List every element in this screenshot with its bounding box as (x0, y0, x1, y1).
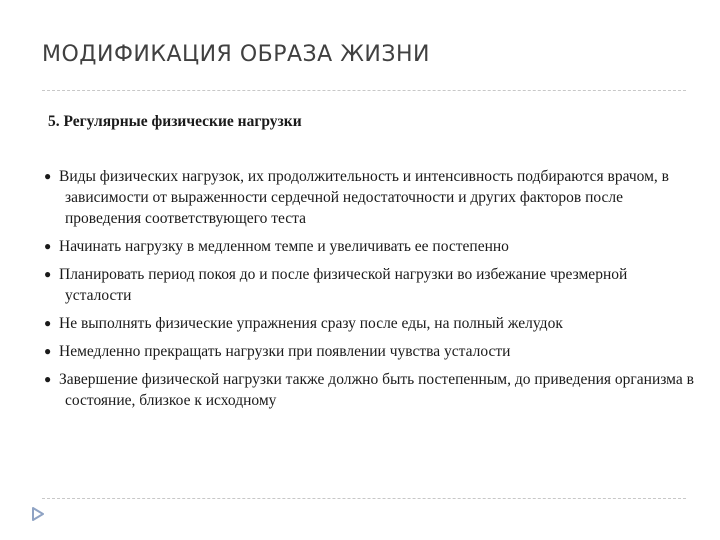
list-item-text: Планировать период покоя до и после физической нагрузки во избежание чрезмерной усталости (59, 266, 628, 304)
slide-title: МОДИФИКАЦИЯ ОБРАЗА ЖИЗНИ (42, 42, 430, 67)
bullet-icon: ● (44, 344, 52, 358)
footer-divider (42, 498, 686, 499)
section-subheading: 5. Регулярные физические нагрузки (48, 113, 302, 130)
list-item (44, 341, 694, 362)
list-item (44, 313, 694, 334)
list-item-text: Завершение физической нагрузки также должно быть постепенным, до приведения организма в состояние, близкое к исходному (59, 371, 694, 409)
list-item (44, 236, 694, 257)
list-item (44, 166, 694, 229)
bullet-icon: ● (44, 169, 52, 183)
triangle-arrow-right-icon[interactable] (32, 506, 44, 525)
list-item (44, 264, 694, 306)
bullet-icon: ● (44, 372, 52, 386)
list-item-text: Немедленно прекращать нагрузки при появлении чувства усталости (59, 343, 511, 360)
list-item-text: Начинать нагрузку в медленном темпе и увеличивать ее постепенно (59, 238, 509, 255)
list-item (44, 369, 694, 411)
list-item-text: Виды физических нагрузок, их продолжительность и интенсивность подбираются врачом, в зависимости от выраженности сердечной недостаточности и других факторов после проведения соответствующего теста (59, 168, 669, 227)
bullet-icon: ● (44, 267, 52, 281)
bullet-icon: ● (44, 239, 52, 253)
list-item-text: Не выполнять физические упражнения сразу после еды, на полный желудок (59, 315, 563, 332)
bullet-list (44, 166, 694, 418)
title-divider (42, 90, 686, 91)
bullet-icon: ● (44, 316, 52, 330)
